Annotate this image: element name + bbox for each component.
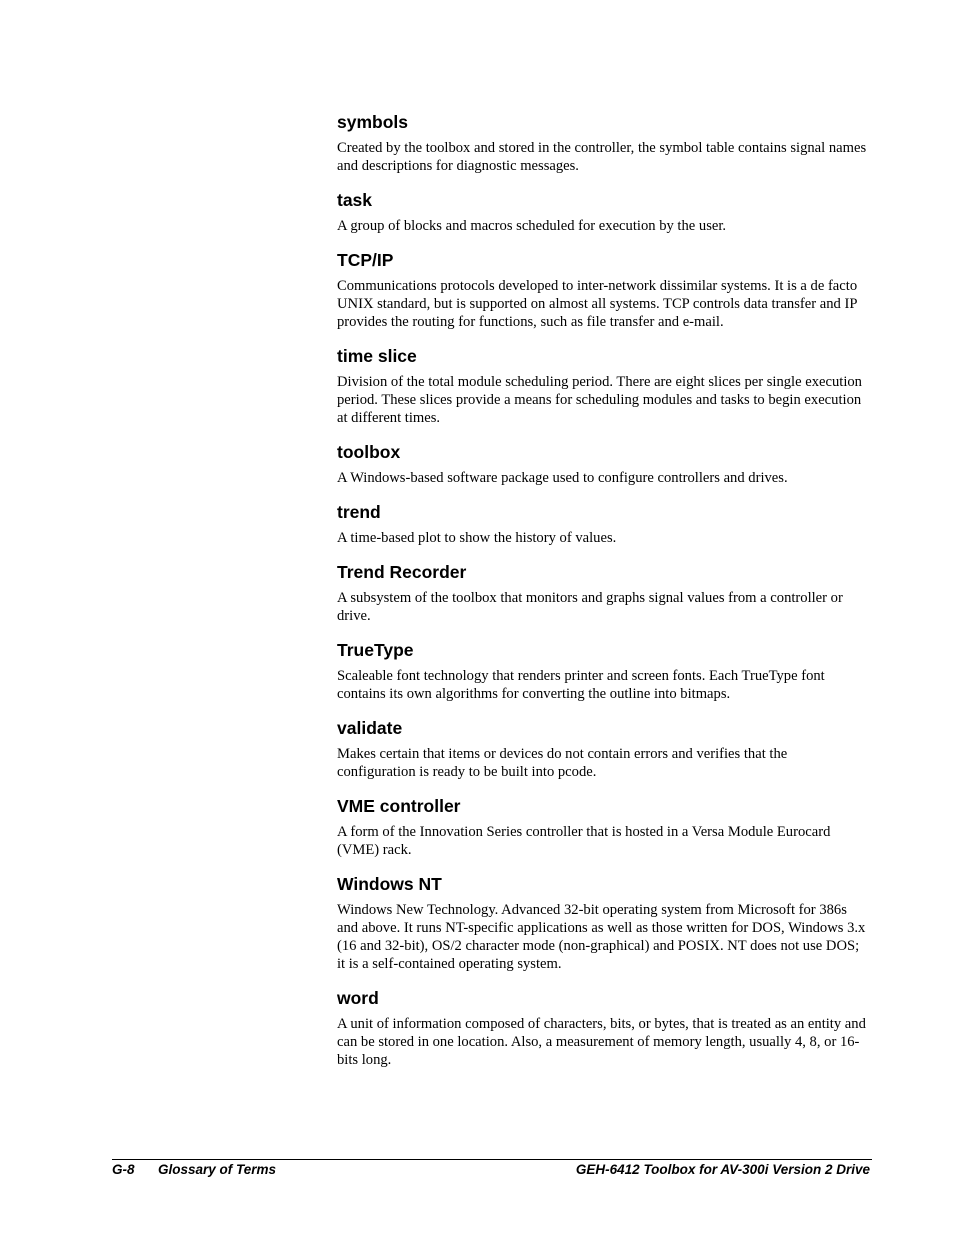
glossary-definition: Created by the toolbox and stored in the controller, the symbol table contains signal names and descriptions for diagnostic messages. <box>337 140 867 174</box>
glossary-definition: Communications protocols developed to inter-network dissimilar systems. It is a de facto UNIX standard, but is supported on almost all systems. TCP controls data transfer and IP provides the routing for functions, such as file transfer and e-mail. <box>337 278 858 330</box>
glossary-term: TrueType <box>337 640 414 660</box>
glossary-definition: A group of blocks and macros scheduled for execution by the user. <box>337 218 727 234</box>
footer-divider <box>112 1159 872 1160</box>
glossary-term: toolbox <box>337 442 401 462</box>
glossary-definition: A subsystem of the toolbox that monitors and graphs signal values from a controller or drive. <box>337 590 843 624</box>
glossary-definition: Scaleable font technology that renders printer and screen fonts. Each TrueType font contains its own algorithms for converting the outline into bitmaps. <box>337 668 825 702</box>
glossary-entry-word <box>337 986 869 1069</box>
footer-section-title: Glossary of Terms <box>158 1162 277 1177</box>
glossary-entry-windows-nt <box>337 872 869 973</box>
glossary-definition: Windows New Technology. Advanced 32-bit operating system from Microsoft for 386s and above. It runs NT-specific applications as well as those written for DOS, Windows 3.x (16 and 32-bit), OS/2 character mode (non-graphical) and POSIX. NT does not use DOS; it is a self-contained operating system. <box>337 902 866 972</box>
glossary-entry-validate <box>337 716 869 781</box>
glossary-definition: Makes certain that items or devices do not contain errors and verifies that the configuration is ready to be built into pcode. <box>337 746 788 780</box>
glossary-term: task <box>337 190 373 210</box>
glossary-term: trend <box>337 502 381 522</box>
glossary-definition: A form of the Innovation Series controller that is hosted in a Versa Module Eurocard (VME) rack. <box>337 824 831 858</box>
glossary-definition: A unit of information composed of characters, bits, or bytes, that is treated as an entity and can be stored in one location. Also, a measurement of memory length, usually 4, 8, or 16-bits long. <box>337 1016 866 1068</box>
glossary-entry-time-slice <box>337 344 869 427</box>
glossary-list <box>337 110 869 1082</box>
glossary-term: Windows NT <box>337 874 442 894</box>
glossary-entry-tcp-ip <box>337 248 869 331</box>
glossary-definition: A Windows-based software package used to configure controllers and drives. <box>337 470 788 486</box>
glossary-entry-task <box>337 188 869 235</box>
footer-document-title: GEH-6412 Toolbox for AV-300i Version 2 Drive <box>575 1162 870 1177</box>
glossary-entry-truetype <box>337 638 869 703</box>
glossary-term: VME controller <box>337 796 461 816</box>
glossary-term: word <box>337 988 379 1008</box>
glossary-term: validate <box>337 718 403 738</box>
glossary-definition: Division of the total module scheduling period. There are eight slices per single execution period. These slices provide a means for scheduling modules and tasks to begin execution at different times. <box>337 374 862 426</box>
glossary-definition: A time-based plot to show the history of values. <box>337 530 617 546</box>
footer-left <box>112 1162 276 1177</box>
footer-page-number: G-8 <box>112 1162 135 1177</box>
glossary-entry-vme-controller <box>337 794 869 859</box>
glossary-term: time slice <box>337 346 417 366</box>
page-footer <box>112 1162 872 1180</box>
glossary-entry-trend-recorder <box>337 560 869 625</box>
glossary-term: TCP/IP <box>337 250 394 270</box>
glossary-entry-trend <box>337 500 869 547</box>
glossary-entry-toolbox <box>337 440 869 487</box>
glossary-term: Trend Recorder <box>337 562 467 582</box>
glossary-term: symbols <box>337 112 408 132</box>
glossary-entry-symbols <box>337 110 869 175</box>
